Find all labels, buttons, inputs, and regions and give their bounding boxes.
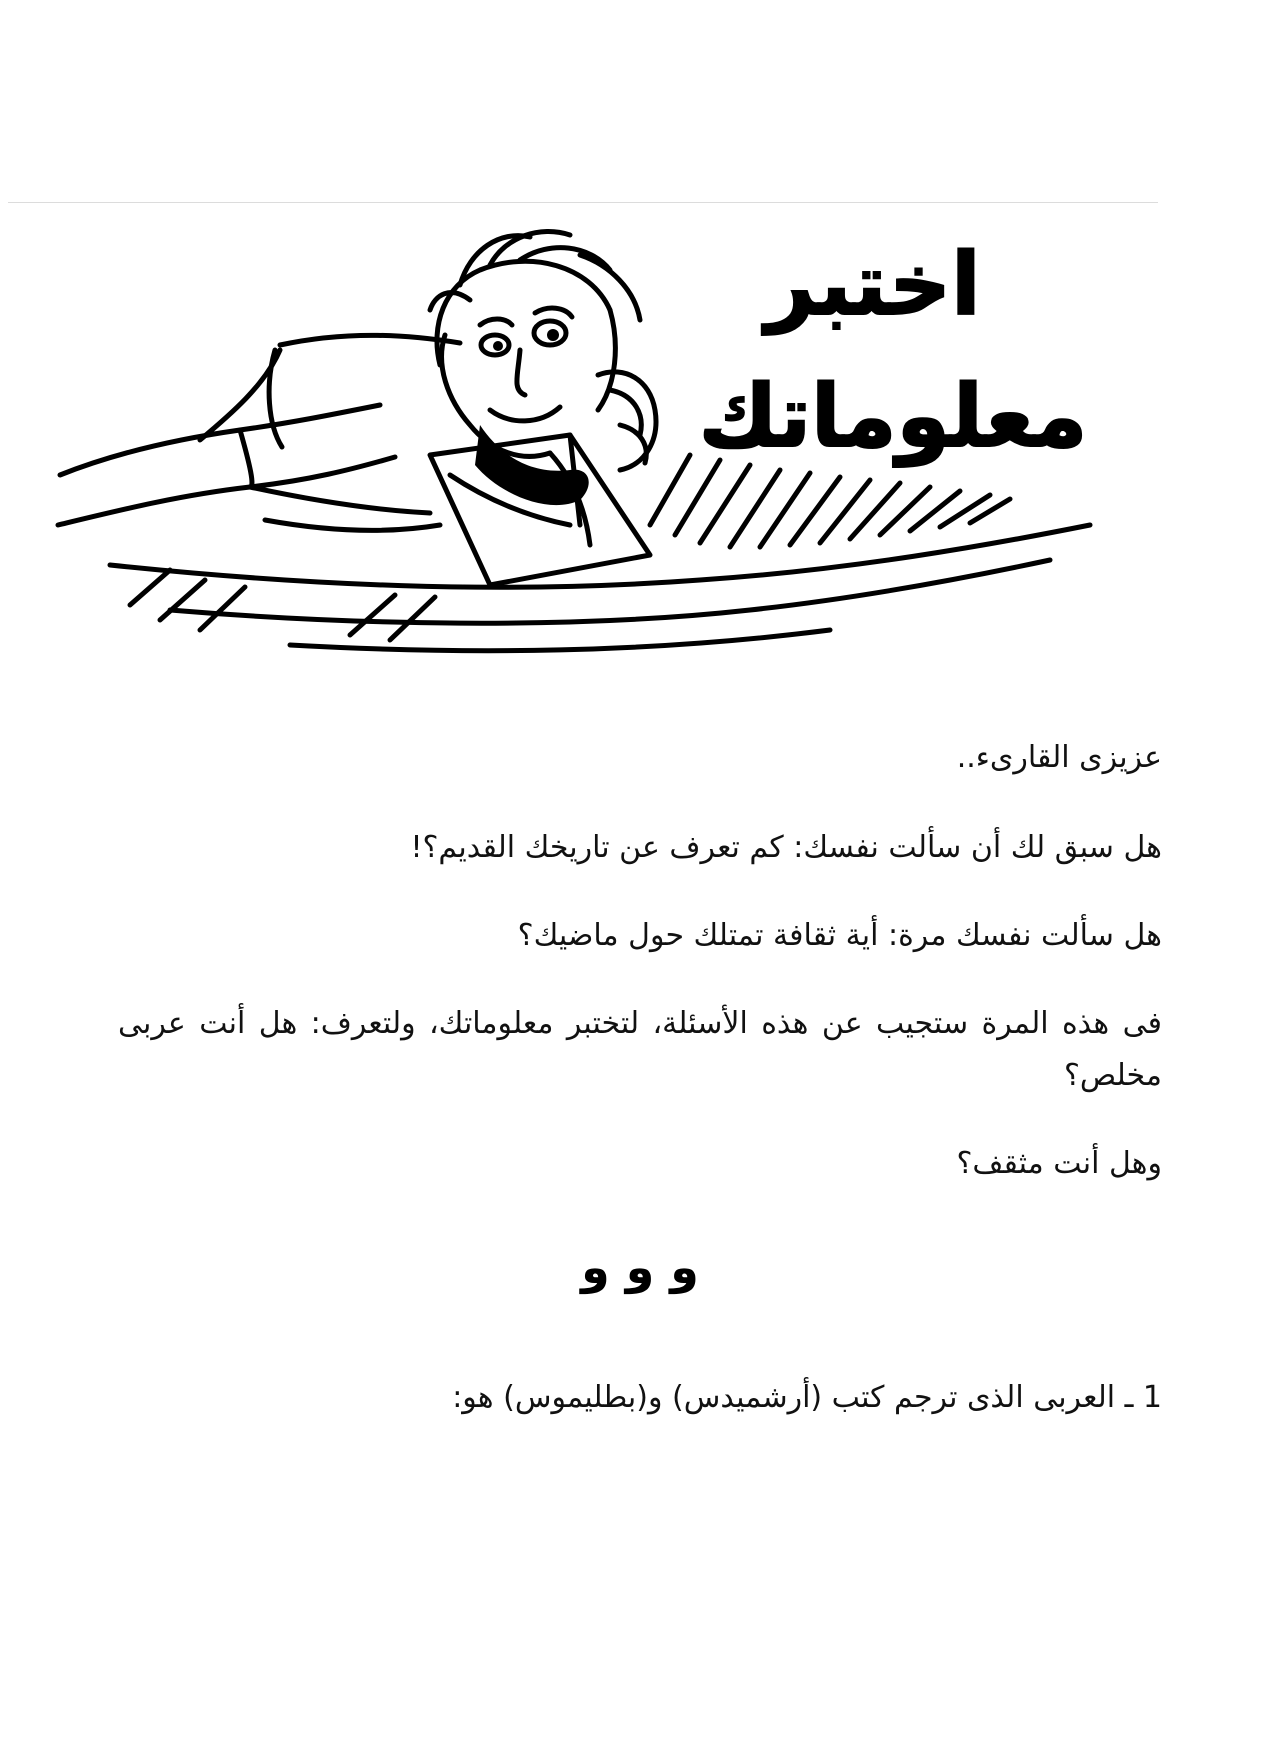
header-illustration [50,225,1130,660]
section-separator: و و و [581,1240,699,1294]
question-1: 1 ـ العربى الذى ترجم كتب (أرشميدس) و(بطليموس) هو: [452,1380,1162,1415]
intro-paragraph-1: هل سبق لك أن سألت نفسك: كم تعرف عن تاريخك القديم؟! [410,830,1162,865]
intro-paragraph-4: وهل أنت مثقف؟ [956,1146,1162,1181]
top-divider [8,202,1158,203]
title-line-1: اختبر [765,235,981,335]
title-line-2: معلوماتك [698,367,1088,467]
intro-paragraph-2: هل سألت نفسك مرة: أية ثقافة تمتلك حول ماضيك؟ [517,918,1162,953]
greeting-paragraph: عزيزى القارىء.. [956,740,1162,775]
page-title [678,225,1108,477]
intro-paragraph-3: فى هذه المرة ستجيب عن هذه الأسئلة، لتختبر معلوماتك، ولتعرف: هل أنت عربى مخلص؟ [118,1006,1162,1093]
